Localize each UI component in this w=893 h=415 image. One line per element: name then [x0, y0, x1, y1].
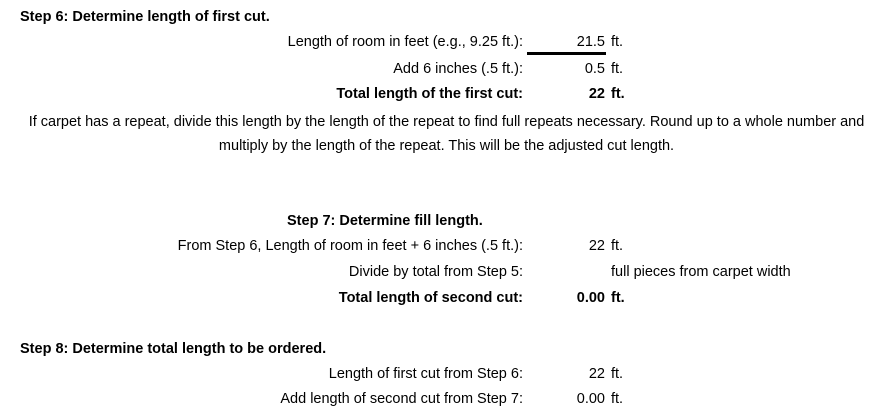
step7-divide-unit: full pieces from carpet width — [611, 264, 791, 280]
step7-total-label: Total length of second cut: — [338, 290, 523, 306]
step7-total-value: 0.00 — [576, 290, 605, 306]
step6-add-inches-unit: ft. — [611, 61, 624, 77]
step7-step6-length-value: 22 — [588, 238, 605, 254]
step7-divide-label: Divide by total from Step 5: — [348, 264, 523, 280]
step8-second-cut-unit: ft. — [611, 391, 624, 407]
step8-first-cut-value: 22 — [588, 366, 605, 382]
step6-total-value: 22 — [588, 86, 605, 102]
step7-step6-length-label: From Step 6, Length of room in feet + 6 inches (.5 ft.): — [177, 238, 523, 254]
step8-second-cut-label: Add length of second cut from Step 7: — [280, 391, 523, 407]
step8-first-cut-unit: ft. — [611, 366, 624, 382]
step7-step6-length-unit: ft. — [611, 238, 624, 254]
step8-heading: Step 8: Determine total length to be ordered. — [20, 341, 327, 357]
step8-second-cut-value: 0.00 — [576, 391, 605, 407]
step6-room-length-value[interactable]: 21.5 — [576, 34, 605, 50]
step7-total-unit: ft. — [611, 290, 625, 306]
step6-room-length-unit: ft. — [611, 34, 624, 50]
step6-heading: Step 6: Determine length of first cut. — [20, 9, 270, 25]
step6-total-unit: ft. — [611, 86, 625, 102]
repeat-note: If carpet has a repeat, divide this length by the length of the repeat to find full repeats necessary. Round up to a whole number and multiply by the length of the repeat. This will be the adjusted cut length. — [28, 114, 865, 154]
step8-first-cut-label: Length of first cut from Step 6: — [328, 366, 523, 382]
step6-add-inches-label: Add 6 inches (.5 ft.): — [393, 61, 523, 77]
step6-total-label: Total length of the first cut: — [336, 86, 523, 102]
input-underline — [527, 52, 606, 55]
step7-heading: Step 7: Determine fill length. — [287, 213, 483, 229]
step6-add-inches-value: 0.5 — [584, 61, 605, 77]
step6-room-length-label: Length of room in feet (e.g., 9.25 ft.): — [287, 34, 523, 50]
